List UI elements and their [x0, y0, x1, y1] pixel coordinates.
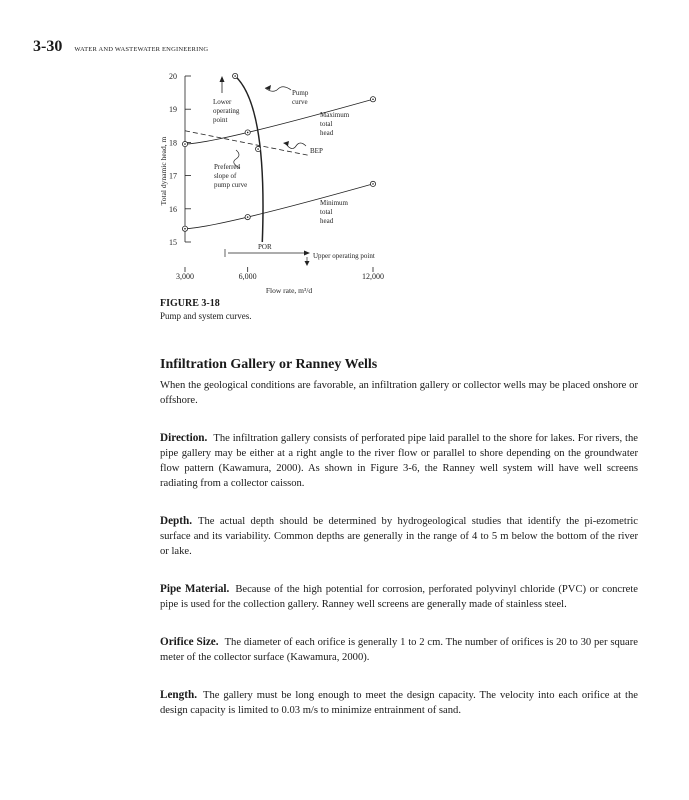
paragraph-title: Depth.	[160, 515, 193, 527]
y-tick-label: 15	[169, 238, 177, 247]
paragraph-direction	[160, 431, 638, 491]
paragraph-text: The infiltration gallery consists of perforated pipe laid parallel to the shore for lakes. For rivers, the pipe gallery may be either at a right angle to the river flow or parallel to shore depending on the groundwater flow pattern (Kawamura, 2000). As shown in Figure 3-6, the Ranney well system will have well screens radiating from a collector caisson.	[160, 433, 638, 489]
paragraph-pipe-material	[160, 582, 638, 612]
paragraph-text: The diameter of each orifice is generally 1 to 2 cm. The number of orifices is 20 to 30 per square meter of the collector surface (Kawamura, 2000).	[160, 637, 638, 663]
minimum-total-head-label: Minimum total head	[320, 199, 349, 225]
curve-marker-dot	[247, 132, 249, 134]
y-axis-title: Total dynamic head, m	[159, 136, 168, 206]
pump-curve-arrowhead	[265, 85, 271, 90]
por-range-arrowhead	[304, 251, 310, 256]
x-tick-label: 12,000	[362, 272, 384, 281]
preferred-slope-label: Preferred slope of pump curve	[214, 163, 248, 189]
maximum-total-head-label: Maximum total head	[320, 111, 350, 137]
lower-operating-arrowhead	[220, 76, 225, 82]
curve-marker-dot	[257, 148, 259, 150]
curve-marker-dot	[372, 98, 374, 100]
paragraph-text: Because of the high potential for corrosion, perforated polyvinyl chloride (PVC) or concrete pipe is used for the collection gallery. Ranney well screens are generally made of stainless steel.	[160, 584, 638, 610]
paragraph-orifice-size	[160, 635, 638, 665]
paragraph-text: The actual depth should be determined by hydrogeological studies that identify the pi-ezometric surface and its variability. Common depths are generally in the range of 4 to 5 m below the bottom of the river or lake.	[160, 516, 638, 557]
figure-description: Pump and system curves.	[160, 311, 252, 321]
x-axis-title: Flow rate, m³/d	[265, 286, 313, 295]
paragraph-text: The gallery must be long enough to meet the design capacity. The velocity into each orifice at the design capacity is limited to 0.03 m/s to minimize entrainment of sand.	[160, 690, 638, 716]
y-tick-label: 18	[169, 138, 177, 148]
paragraph-title: Pipe Material.	[160, 583, 230, 595]
lower-operating-point-label: Lower operating point	[213, 98, 240, 124]
page-number: 3-30	[33, 38, 63, 55]
bep-arrowhead	[283, 141, 289, 146]
intro-paragraph: When the geological conditions are favorable, an infiltration gallery or collector wells may be placed onshore or offshore.	[160, 380, 638, 406]
curve-marker-dot	[184, 228, 186, 230]
paragraph-depth	[160, 514, 638, 559]
y-tick-label: 17	[169, 171, 177, 181]
bep-label: BEP	[310, 147, 323, 155]
figure-caption	[160, 298, 252, 321]
paragraph-title: Orifice Size.	[160, 636, 219, 648]
figure-label: FIGURE 3-18	[160, 298, 220, 309]
curve-marker-dot	[247, 216, 249, 218]
paragraph-length	[160, 688, 638, 718]
x-tick-label: 3,000	[176, 272, 194, 281]
paragraph-title: Direction.	[160, 432, 208, 444]
x-tick-label: 6,000	[238, 272, 257, 281]
section-heading: Infiltration Gallery or Ranney Wells	[160, 357, 378, 372]
chart-annotations	[213, 76, 375, 266]
chart-curves	[182, 73, 375, 242]
paragraph-title: Length.	[160, 689, 197, 701]
curve-marker-dot	[234, 75, 236, 77]
upper-operating-arrowhead	[305, 261, 310, 266]
section-body	[160, 357, 638, 741]
pump-curve-label: Pump curve	[292, 89, 309, 106]
curve-marker-dot	[184, 143, 186, 145]
por-label: POR	[258, 243, 272, 251]
book-title: WATER AND WASTEWATER ENGINEERING	[74, 46, 209, 53]
y-tick-label: 20	[169, 72, 177, 81]
y-tick-label: 16	[169, 204, 177, 214]
bep-leader	[286, 143, 306, 149]
y-tick-label: 19	[169, 105, 177, 115]
upper-operating-point-label: Upper operating point	[313, 252, 375, 260]
curve-marker-dot	[372, 183, 374, 185]
